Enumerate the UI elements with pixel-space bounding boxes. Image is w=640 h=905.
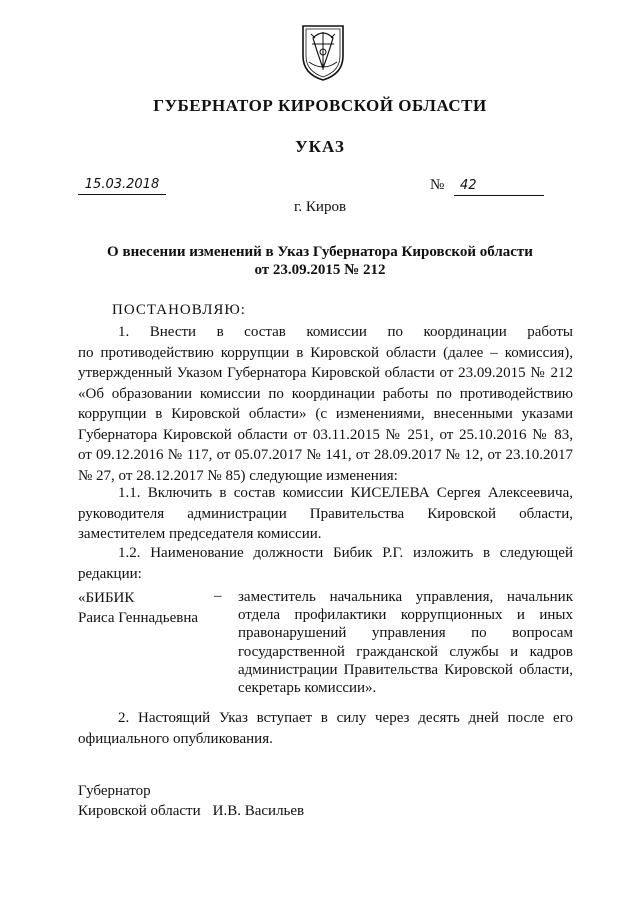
clause-line: 1.2. Наименование должности Бибик Р.Г. изложить в следующей — [118, 545, 573, 561]
clause-line: по противодействию коррупции в Кировской области (далее – комиссия), — [78, 344, 573, 361]
clause-1 — [78, 322, 573, 486]
signatory-region: Кировской области — [78, 803, 201, 819]
member-given-name: Раиса Геннадьевна — [78, 610, 199, 626]
clause-line: коррупции в Кировской области» (с изменениями, внесенными указами — [78, 406, 573, 422]
number-value: 42 — [454, 177, 544, 196]
signatory-name: И.В. Васильев — [212, 803, 305, 819]
position-line: государственной гражданской службы и кадров — [238, 643, 573, 660]
position-line: отдела профилактики коррупционных и иных — [238, 607, 573, 624]
clause-line: руководителя администрации Правительства Кировской области, — [78, 505, 573, 522]
clause-line: 1.1. Включить в состав комиссии КИСЕЛЕВА Сергея Алексеевича, — [118, 485, 573, 501]
clause-1-1 — [78, 483, 573, 545]
number-label: № — [430, 177, 445, 193]
position-line: секретарь комиссии». — [238, 680, 377, 697]
clause-line: редакции: — [78, 565, 142, 582]
decree-word: ПОСТАНОВЛЯЮ: — [112, 302, 246, 318]
signatory-title: Губернатор — [78, 783, 151, 799]
clause-line: заместителем председателя комиссии. — [78, 526, 322, 542]
clause-line: официального опубликования. — [78, 730, 273, 747]
document-number — [430, 176, 544, 196]
member-dash: – — [214, 588, 222, 604]
clause-line: от 09.12.2016 № 117, от 05.07.2017 № 141, от 28.09.2017 № 12, от 23.10.2017 — [78, 447, 573, 463]
clause-1-2 — [78, 543, 573, 584]
position-line: администрации Правительства Кировской области, — [238, 661, 573, 678]
coat-of-arms-icon — [299, 22, 347, 82]
member-name — [78, 588, 228, 628]
issuer-title: ГУБЕРНАТОР КИРОВСКОЙ ОБЛАСТИ — [153, 96, 487, 115]
position-line: правонарушений управления по вопросам — [238, 625, 573, 642]
clause-line: 1. Внести в состав комиссии по координации работы — [118, 324, 573, 340]
member-surname: «БИБИК — [78, 590, 135, 606]
clause-line: 2. Настоящий Указ вступает в силу через десять дней после его — [118, 710, 573, 726]
document-subject — [0, 243, 640, 279]
document-type: УКАЗ — [295, 137, 345, 156]
clause-line: № 27, от 28.12.2017 № 85) следующие изменения: — [78, 467, 398, 484]
clause-line: утвержденный Указом Губернатора Кировской области от 23.09.2015 № 212 — [78, 365, 573, 381]
clause-line: Губернатора Кировской области от 03.11.2015 № 251, от 25.10.2016 № 83, — [78, 426, 573, 443]
clause-2 — [78, 708, 573, 749]
clause-line: «Об образовании комиссии по координации работы по противодействию — [78, 385, 573, 402]
subject-line: О внесении изменений в Указ Губернатора Кировской области — [107, 244, 533, 260]
signature-block — [78, 781, 304, 821]
document-date: 15.03.2018 — [78, 176, 166, 195]
city: г. Киров — [293, 199, 347, 215]
member-position — [238, 588, 573, 697]
position-line: заместитель начальника управления, начальник — [238, 589, 573, 605]
subject-line: от 23.09.2015 № 212 — [254, 262, 386, 278]
